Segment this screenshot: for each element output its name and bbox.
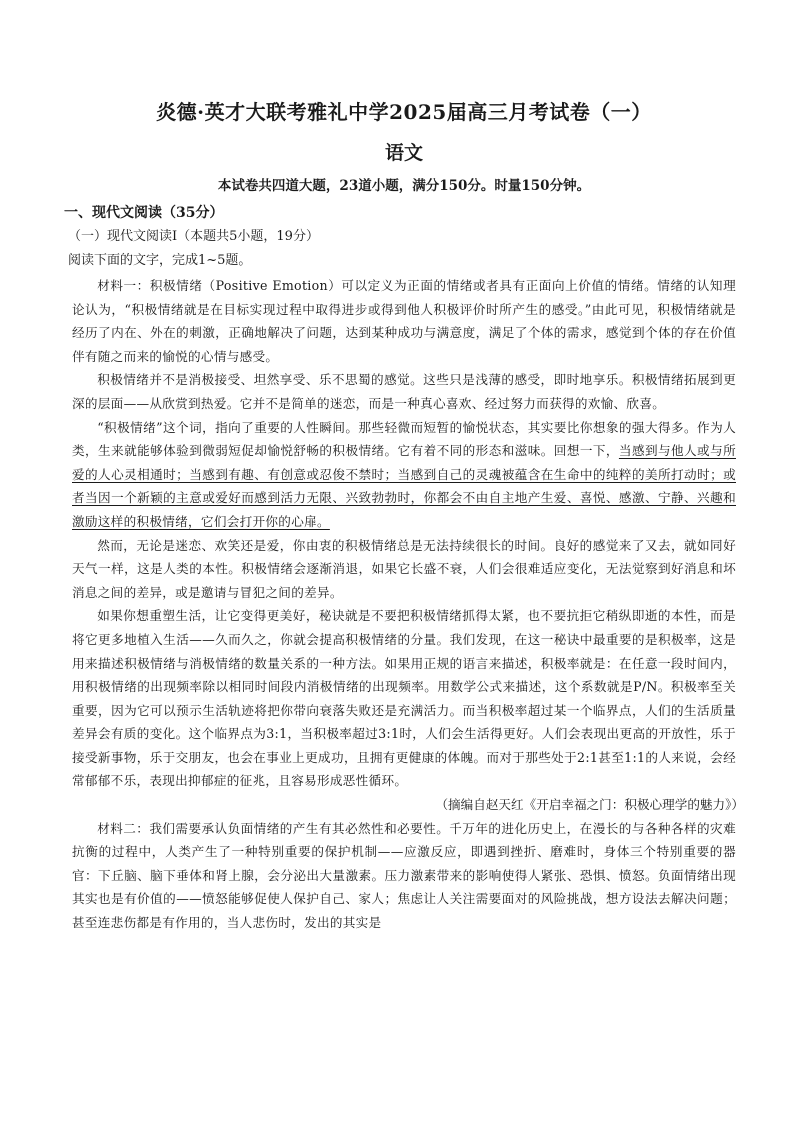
material1-paragraph-1: 材料一：积极情绪（Positive Emotion）可以定义为正面的情绪或者具有正面向上价值的情绪。情绪的认知理论认为，“积极情绪就是在目标实现过程中取得进步或得到他人积极评价时所产生的感受。”由此可见，积极情绪就是经历了内在、外在的刺激，正确地解决了问题，达到某种成功与满意度，满足了个体的需求，感觉到个体的存在价值伴有随之而来的愉悦的心情与感受。 xyxy=(72,278,736,364)
material1-paragraph-3 xyxy=(72,416,736,534)
subsection-heading: （一）现代文阅读Ⅰ（本题共5小题，19分） xyxy=(68,229,319,244)
exam-info: 本试卷共四道大题，23道小题，满分150分。时量150分钟。 xyxy=(217,178,591,194)
reading-instruction: 阅读下面的文字，完成1~5题。 xyxy=(68,253,252,268)
exam-title: 炎德·英才大联考雅礼中学2025届高三月考试卷（一） xyxy=(156,100,652,124)
subject-heading: 语文 xyxy=(384,142,423,164)
material2-paragraph-1: 材料二：我们需要承认负面情绪的产生有其必然性和必要性。千万年的进化历史上，在漫长的与各种各样的灾难抗衡的过程中，人类产生了一种特别重要的保护机制——应激反应，即遇到挫折、磨难时，身体三个特别重要的器官：下丘脑、脑下垂体和肾上腺，会分泌出大量激素。压力激素带来的影响使得人紧张、恐惧、愤怒。负面情绪出现其实也是有价值的——愤怒能够促使人保护自己、家人；焦虑让人关注需要面对的风险挑战，想方设法去解决问题；甚至连悲伤都是有作用的，当人悲伤时，发出的其实是 xyxy=(72,820,736,931)
material1-source: （摘编自赵天红《开启幸福之门：积极心理学的魅力》） xyxy=(435,797,744,813)
material1-paragraph-4: 然而，无论是迷恋、欢笑还是爱，你由衷的积极情绪总是无法持续很长的时间。良好的感觉来了又去，就如同好天气一样，这是人类的本性。积极情绪会逐渐消退，如果它长盛不衰，人们会很难适应变化，无法觉察到好消息和坏消息之间的差异，或是邀请与冒犯之间的差异。 xyxy=(72,537,736,600)
material1-paragraph-5: 如果你想重塑生活，让它变得更美好，秘诀就是不要把积极情绪抓得太紧，也不要抗拒它稍纵即逝的本性，而是将它更多地植入生活——久而久之，你就会提高积极情绪的分量。我们发现，在这一秘诀中最重要的是积极率，这是用来描述积极情绪与消极情绪的数量关系的一种方法。如果用正规的语言来描述，积极率就是：在任意一段时间内，用积极情绪的出现频率除以相同时间段内消极情绪的出现频率。用数学公式来描述，这个系数就是P/N。积极率至关重要，因为它可以预示生活轨迹将把你带向衰落失败还是充满活力。而当积极率超过某一个临界点，人们的生活质量差异会有质的变化。这个临界点为3:1，当积极率超过3:1时，人们会生活得更好。人们会表现出更高的开放性，乐于接受新事物，乐于交朋友，也会在事业上更成功，且拥有更健康的体魄。而对于那些处于2:1甚至1:1的人来说，会经常郁郁不乐，表现出抑郁症的征兆，且容易形成恶性循环。 xyxy=(72,608,736,789)
paragraph-3-plain-text: “积极情绪”这个词，指向了重要的人性瞬间。那些轻微而短暂的愉悦状态，其实要比你想象的强大得多。作为人类，生来就能够体验到微弱短促却愉悦舒畅的积极情绪。它有着不同的形态和滋味。回想一下， xyxy=(72,419,736,459)
material1-paragraph-2: 积极情绪并不是消极接受、坦然享受、乐不思蜀的感觉。这些只是浅薄的感受，即时地享乐。积极情绪拓展到更深的层面——从欣赏到热爱。它并不是简单的迷恋，而是一种真心喜欢、经过努力而获得的欢愉、欣喜。 xyxy=(72,372,736,411)
section-heading: 一、现代文阅读（35分） xyxy=(64,205,224,221)
underlined-passage: 当感到与他人或与所爱的人心灵相通时；当感到有趣、有创意或忍俊不禁时；当感到自己的灵魂被蕴含在生命中的纯粹的美所打动时；或者当因一个新颖的主意或爱好而感到活力无限、兴致勃勃时，你都会不由自主地产生爱、喜悦、感激、宁静、兴趣和激励这样的积极情绪，它们会打开你的心扉。 xyxy=(72,443,736,529)
